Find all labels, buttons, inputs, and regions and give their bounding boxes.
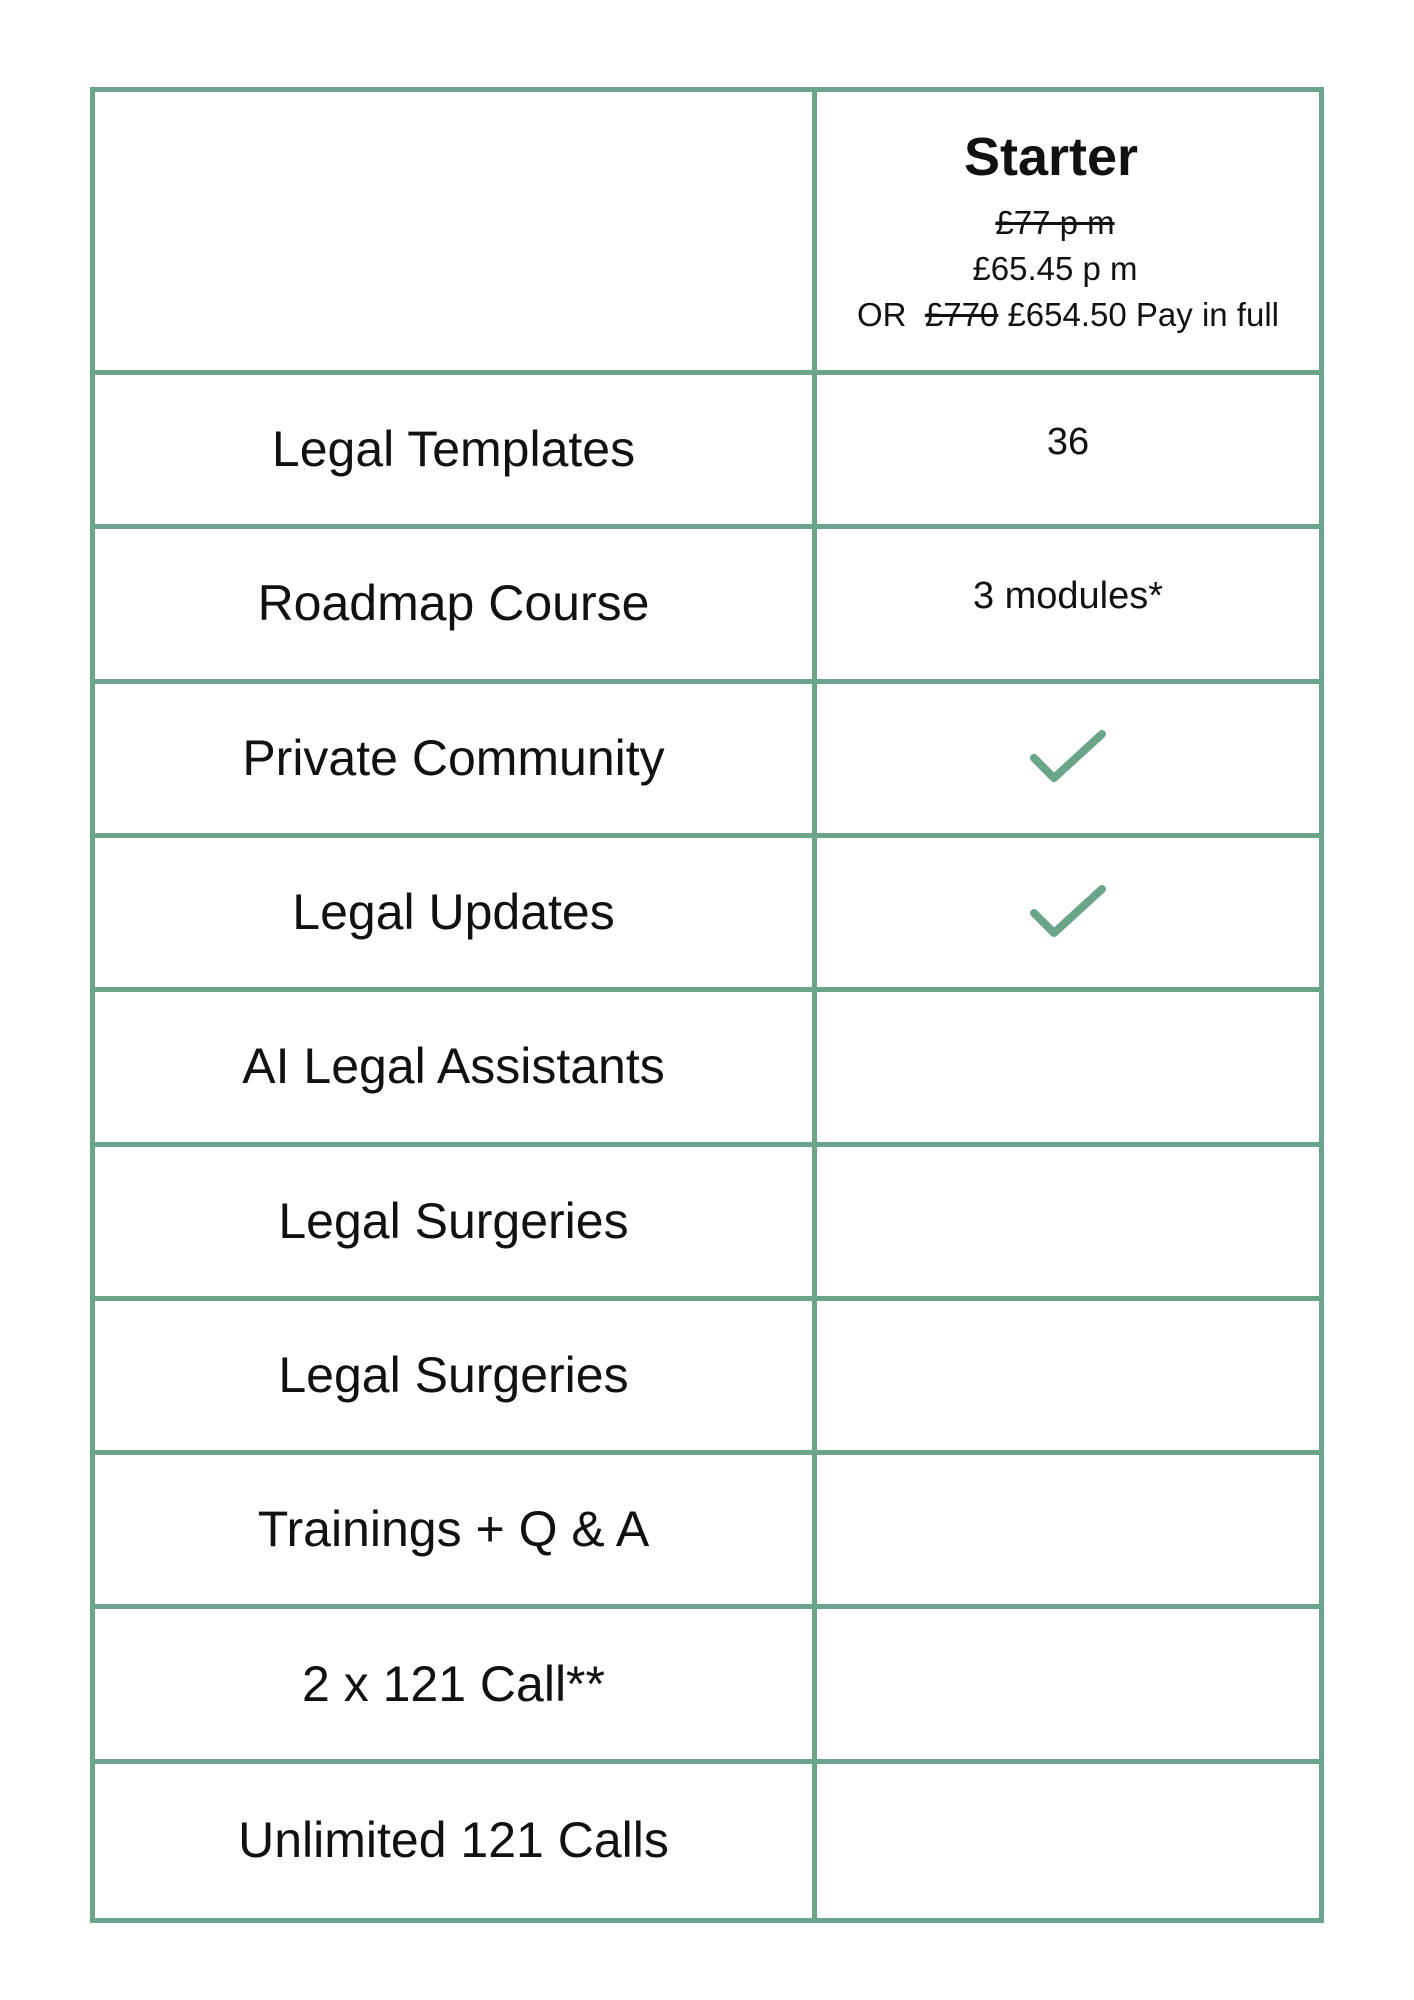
feature-label-cell: [95, 375, 817, 529]
feature-value-cell: [817, 1455, 1319, 1609]
feature-value: 3 modules*: [972, 575, 1164, 618]
feature-value-cell: [817, 529, 1319, 683]
feature-label-cell: [95, 529, 817, 683]
plan-name: Starter: [963, 127, 1139, 187]
feature-value-cell: [817, 1609, 1319, 1763]
feature-label: AI Legal Assistants: [242, 1038, 665, 1095]
check-icon: [1028, 883, 1108, 943]
feature-label-cell: [95, 1455, 817, 1609]
feature-label-cell: [95, 1147, 817, 1301]
or-prefix: OR: [857, 296, 907, 334]
plan-header: [817, 92, 1319, 375]
pricing-table: [90, 87, 1324, 1923]
feature-label: Legal Surgeries: [278, 1192, 629, 1249]
pay-in-full-price: [857, 292, 1279, 338]
feature-label: Private Community: [242, 729, 665, 786]
feature-label-cell: [95, 1301, 817, 1455]
feature-label: Roadmap Course: [257, 575, 650, 632]
old-full-price: £770: [924, 296, 999, 334]
feature-value-cell: [817, 992, 1319, 1146]
feature-label-cell: [95, 838, 817, 992]
feature-label: 2 x 121 Call**: [302, 1655, 605, 1712]
feature-label-cell: [95, 1764, 817, 1918]
feature-label: Legal Templates: [271, 421, 636, 478]
new-full-price: £654.50 Pay in full: [1007, 296, 1279, 334]
feature-label-cell: [95, 1609, 817, 1763]
feature-label: Unlimited 121 Calls: [238, 1812, 669, 1869]
feature-label-cell: [95, 992, 817, 1146]
feature-value-cell: [817, 838, 1319, 992]
feature-label: Legal Updates: [292, 884, 615, 941]
feature-value-cell: [817, 1301, 1319, 1455]
feature-value-cell: [817, 1147, 1319, 1301]
feature-label: Legal Surgeries: [278, 1346, 629, 1403]
check-icon: [1028, 728, 1108, 788]
feature-value-cell: [817, 375, 1319, 529]
feature-label: Trainings + Q & A: [257, 1501, 650, 1558]
feature-value-cell: [817, 1764, 1319, 1918]
header-empty-cell: [95, 92, 817, 375]
feature-label-cell: [95, 684, 817, 838]
old-monthly-price: £77 p m: [995, 204, 1115, 241]
new-monthly-price: £65.45 p m: [972, 250, 1138, 288]
feature-value: 36: [1046, 421, 1090, 464]
feature-value-cell: [817, 684, 1319, 838]
